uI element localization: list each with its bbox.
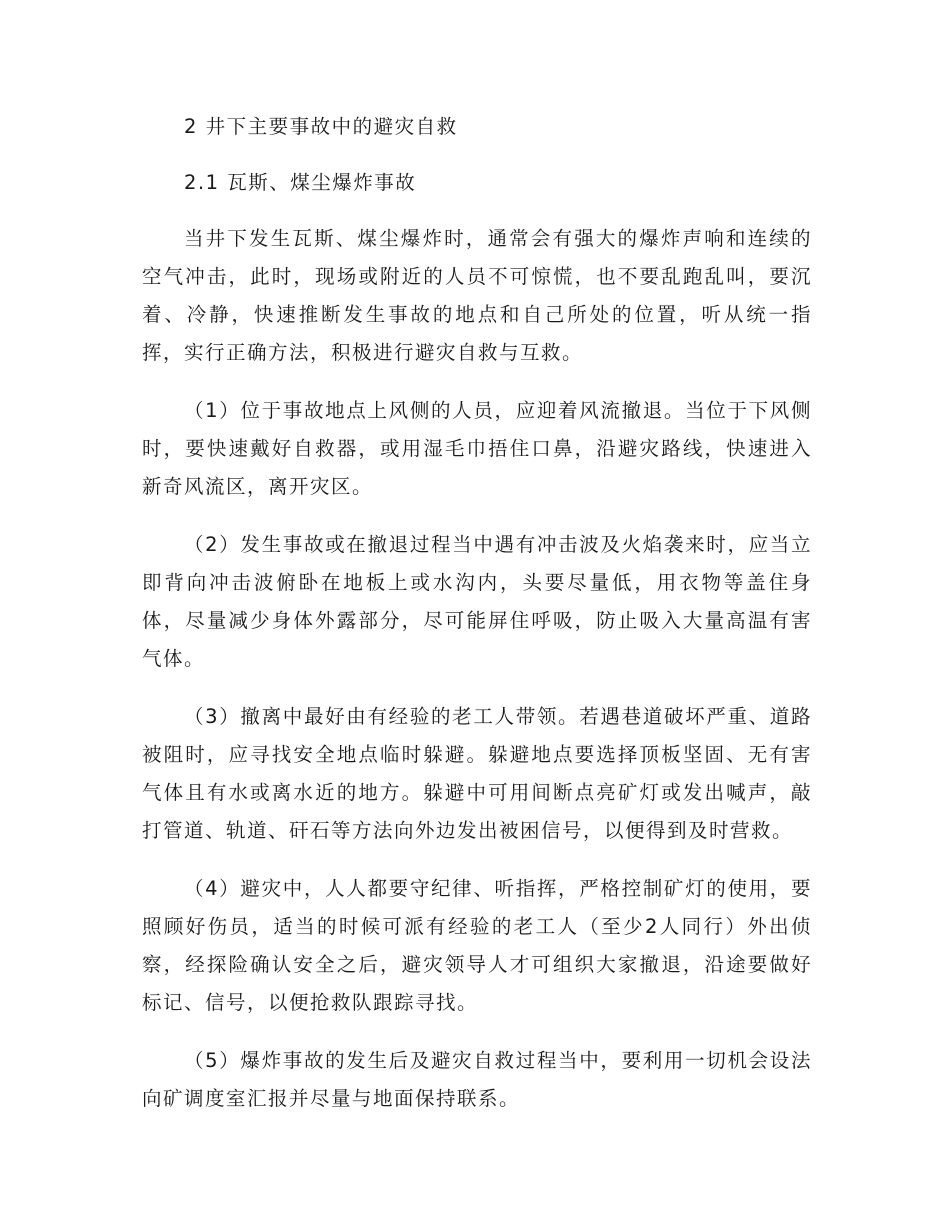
intro-paragraph: 当井下发生瓦斯、煤尘爆炸时，通常会有强大的爆炸声响和连续的空气冲击，此时，现场或附近的人员不可惊慌，也不要乱跑乱叫，要沉着、冷静，快速推断发生事故的地点和自己所处的位置，听从统一指挥，实行正确方法，积极进行避灾自救与互救。 [142,227,812,364]
subsection-title: 2.1 瓦斯、煤尘爆炸事故 [184,171,417,194]
item-2-paragraph: （2）发生事故或在撤退过程当中遇有冲击波及火焰袭来时，应当立即背向冲击波俯卧在地板上或水沟内，头要尽量低，用衣物等盖住身体，尽量减少身体外露部分，尽可能屏住呼吸，防止吸入大量高温有害气体。 [142,533,812,670]
document-body [142,108,812,1138]
item-4-paragraph: （4）避灾中，人人都要守纪律、听指挥，严格控制矿灯的使用，要照顾好伤员，适当的时候可派有经验的老工人（至少2人同行）外出侦察，经探险确认安全之后，避灾领导人才可组织大家撤退，沿途要做好标记、信号，以便抢救队跟踪寻找。 [142,877,812,1014]
item-5-paragraph: （5）爆炸事故的发生后及避灾自救过程当中，要利用一切机会设法向矿调度室汇报并尽量与地面保持联系。 [142,1049,812,1110]
item-1-paragraph: （1）位于事故地点上风侧的人员，应迎着风流撤退。当位于下风侧时，要快速戴好自救器，或用湿毛巾捂住口鼻，沿避灾路线，快速进入新奇风流区，离开灾区。 [142,399,812,498]
section-title: 2 井下主要事故中的避灾自救 [184,115,458,138]
item-3-paragraph: （3）撤离中最好由有经验的老工人带领。若遇巷道破坏严重、道路被阻时，应寻找安全地点临时躲避。躲避地点要选择顶板坚固、无有害气体且有水或离水近的地方。躲避中可用间断点亮矿灯或发出喊声，敲打管道、轨道、矸石等方法向外边发出被困信号，以便得到及时营救。 [142,705,812,842]
